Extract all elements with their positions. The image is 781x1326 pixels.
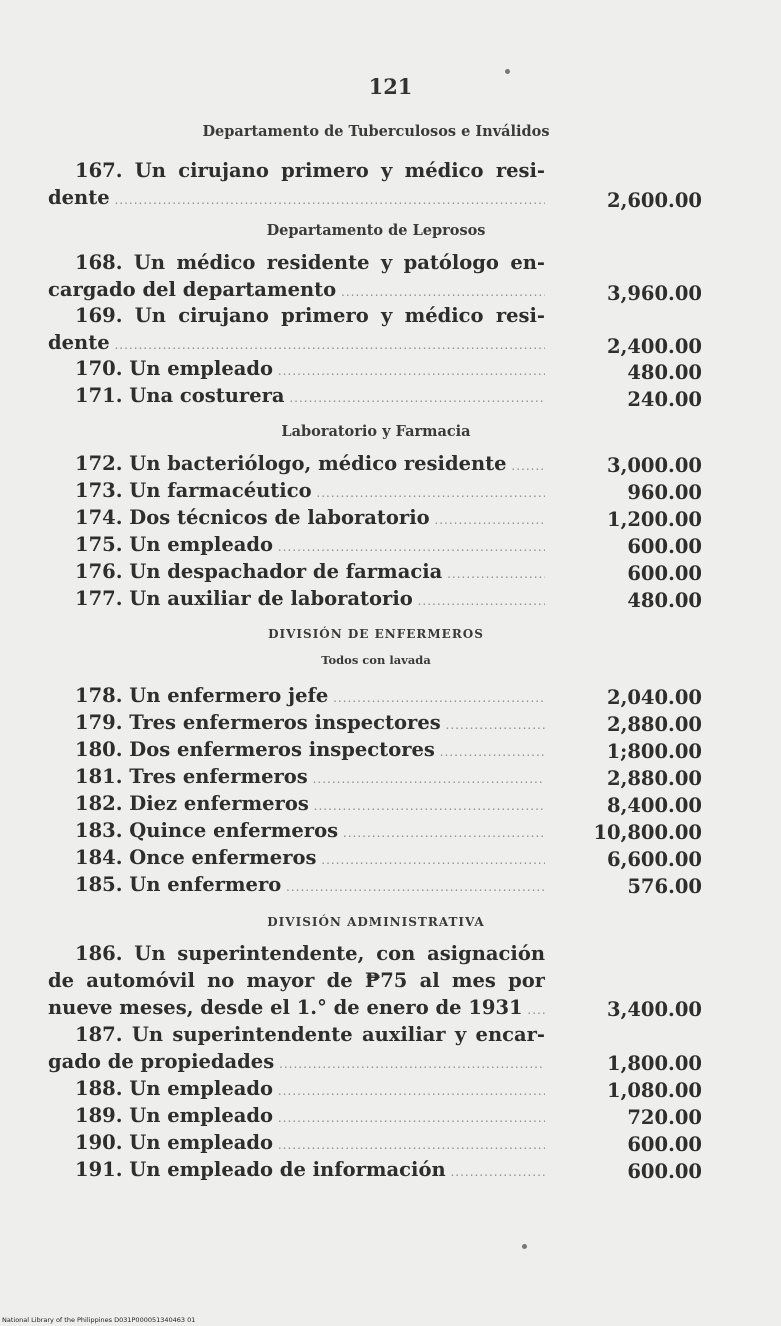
item-180-amount: 1;800.00 [606,740,702,763]
item-186-line-3: nueve meses, desde el 1.° de enero de 1931 ..... [48,994,545,1021]
item-180: 180. Dos enfermeros inspectores ..... [48,736,545,763]
item-179: 179. Tres enfermeros inspectores ..... [48,709,545,736]
item-190: 190. Un empleado ..... [48,1129,545,1156]
item-181: 181. Tres enfermeros ..... [48,763,545,790]
item-183-amount: 10,800.00 [593,821,702,844]
item-186-line-1: 186. Un superintendente, con asignación [75,942,545,965]
scan-footer-credit: National Library of the Philippines D031P000051340463 01 [2,1316,196,1324]
item-182-amount: 8,400.00 [607,794,702,817]
item-191-amount: 600.00 [627,1160,702,1183]
item-181-amount: 2,880.00 [607,767,702,790]
section-heading-leprosos: Departamento de Leprosos [266,222,486,239]
item-168-line-2: cargado del departamento ..... [48,276,545,303]
item-189-amount: 720.00 [627,1106,702,1129]
item-167-amount: 2,600.00 [607,189,702,212]
item-187-amount: 1,800.00 [607,1052,702,1075]
item-178-amount: 2,040.00 [607,686,702,709]
item-167-line-2: dente ..... [48,184,545,211]
section-subheading-enfermeros: Todos con lavada [321,653,431,667]
item-185: 185. Un enfermero ..... [48,871,545,898]
item-176: 176. Un despachador de farmacia ..... [48,558,545,585]
item-187-line-2: gado de propiedades ..... [48,1048,545,1075]
item-188-amount: 1,080.00 [607,1079,702,1102]
item-186-amount: 3,400.00 [607,998,702,1021]
item-171: 171. Una costurera ..... [48,382,545,409]
item-177: 177. Un auxiliar de laboratorio ..... [48,585,545,612]
item-169-line-1: 169. Un cirujano primero y médico resi- [75,304,545,327]
page-number: 121 [368,74,413,99]
item-175: 175. Un empleado ..... [48,531,545,558]
item-169-line-2: dente ..... [48,329,545,356]
item-190-amount: 600.00 [627,1133,702,1156]
item-186-line-2: de automóvil no mayor de ₱75 al mes por [48,969,545,992]
item-167-line-1: 167. Un cirujano primero y médico resi- [75,159,545,182]
item-168-line-1: 168. Un médico residente y patólogo en- [75,251,545,274]
item-183: 183. Quince enfermeros ..... [48,817,545,844]
section-heading-tuberculosos: Departamento de Tuberculosos e Inválidos [202,123,550,140]
item-175-amount: 600.00 [627,535,702,558]
item-179-amount: 2,880.00 [607,713,702,736]
section-heading-administrativa: DIVISIÓN ADMINISTRATIVA [267,915,485,929]
item-189: 189. Un empleado ..... [48,1102,545,1129]
item-169-amount: 2,400.00 [607,335,702,358]
item-174-amount: 1,200.00 [607,508,702,531]
item-188: 188. Un empleado ..... [48,1075,545,1102]
item-173-amount: 960.00 [627,481,702,504]
item-185-amount: 576.00 [627,875,702,898]
ink-speck [505,69,510,74]
item-168-amount: 3,960.00 [607,282,702,305]
section-heading-laboratorio: Laboratorio y Farmacia [281,423,471,440]
item-184-amount: 6,600.00 [607,848,702,871]
item-172-amount: 3,000.00 [607,454,702,477]
item-182: 182. Diez enfermeros ..... [48,790,545,817]
section-heading-enfermeros: DIVISIÓN DE ENFERMEROS [268,627,484,641]
item-173: 173. Un farmacéutico ..... [48,477,545,504]
item-187-line-1: 187. Un superintendente auxiliar y encar- [75,1023,545,1046]
item-184: 184. Once enfermeros ..... [48,844,545,871]
item-170-amount: 480.00 [627,361,702,384]
item-191: 191. Un empleado de información ..... [48,1156,545,1183]
item-176-amount: 600.00 [627,562,702,585]
item-177-amount: 480.00 [627,589,702,612]
item-170: 170. Un empleado ..... [48,355,545,382]
item-174: 174. Dos técnicos de laboratorio ..... [48,504,545,531]
item-171-amount: 240.00 [627,388,702,411]
item-172: 172. Un bacteriólogo, médico residente ..... [48,450,545,477]
item-178: 178. Un enfermero jefe ..... [48,682,545,709]
ink-speck [522,1244,527,1249]
